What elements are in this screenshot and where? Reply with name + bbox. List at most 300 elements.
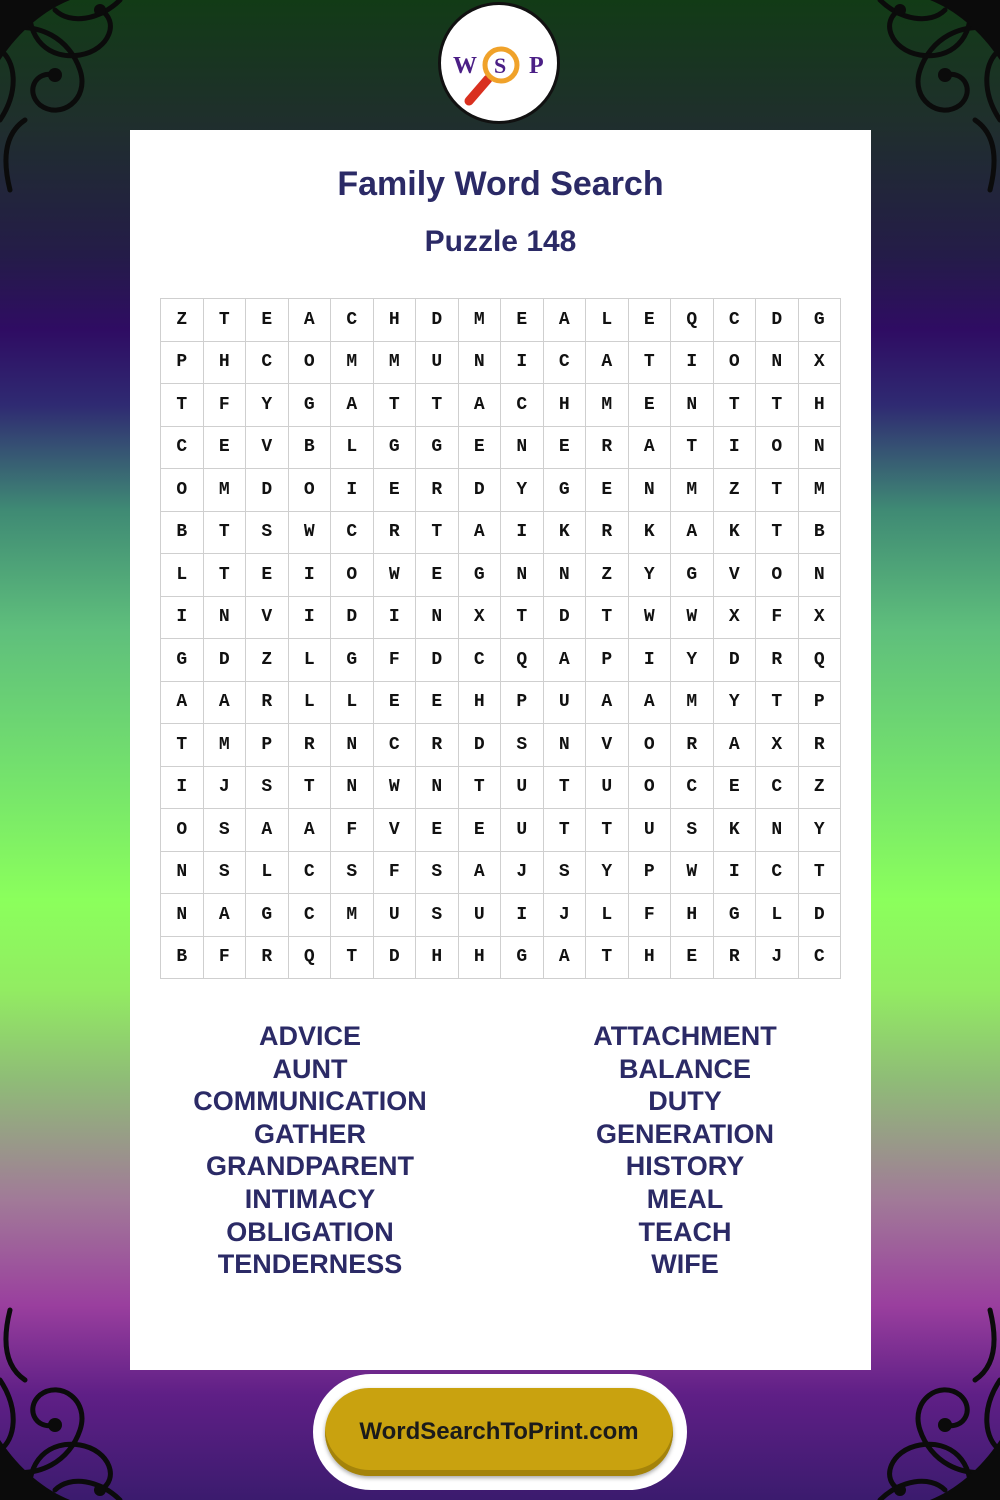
grid-cell[interactable]: Y — [246, 384, 289, 427]
grid-cell[interactable]: Y — [586, 851, 629, 894]
grid-cell[interactable]: G — [288, 384, 331, 427]
word-list-item: INTIMACY — [244, 1183, 376, 1214]
grid-cell[interactable]: A — [628, 681, 671, 724]
grid-cell[interactable]: L — [288, 681, 331, 724]
grid-cell[interactable]: M — [458, 299, 501, 342]
grid-cell[interactable]: L — [288, 639, 331, 682]
grid-cell[interactable]: Y — [628, 554, 671, 597]
grid-cell[interactable]: Y — [671, 639, 714, 682]
grid-cell[interactable]: N — [203, 596, 246, 639]
grid-cell[interactable]: D — [203, 639, 246, 682]
grid-cell[interactable]: X — [756, 724, 799, 767]
word-list-item: TENDERNESS — [217, 1249, 403, 1280]
grid-cell[interactable]: B — [161, 511, 204, 554]
grid-cell[interactable]: F — [203, 384, 246, 427]
word-list-item: AUNT — [272, 1053, 348, 1084]
grid-cell[interactable]: U — [586, 766, 629, 809]
grid-cell[interactable]: S — [416, 851, 459, 894]
grid-cell[interactable]: O — [756, 554, 799, 597]
grid-cell[interactable]: C — [458, 639, 501, 682]
grid-cell[interactable]: P — [246, 724, 289, 767]
grid-cell[interactable]: C — [671, 766, 714, 809]
grid-cell[interactable]: R — [671, 724, 714, 767]
puzzle-panel — [130, 130, 871, 1370]
grid-cell[interactable]: A — [458, 384, 501, 427]
grid-cell[interactable]: I — [373, 596, 416, 639]
grid-cell[interactable]: R — [416, 469, 459, 512]
grid-cell[interactable]: N — [671, 384, 714, 427]
grid-cell[interactable]: T — [713, 384, 756, 427]
grid-cell[interactable]: A — [586, 681, 629, 724]
grid-cell[interactable]: T — [586, 936, 629, 979]
grid-cell[interactable]: H — [628, 936, 671, 979]
word-list-item: OBLIGATION — [226, 1216, 394, 1247]
grid-cell[interactable]: E — [416, 554, 459, 597]
grid-cell[interactable]: E — [628, 384, 671, 427]
grid-cell[interactable]: C — [756, 851, 799, 894]
grid-cell[interactable]: R — [246, 681, 289, 724]
grid-cell[interactable]: R — [713, 936, 756, 979]
grid-cell[interactable]: B — [161, 936, 204, 979]
grid-cell[interactable]: T — [756, 511, 799, 554]
grid-cell[interactable]: S — [671, 809, 714, 852]
grid-cell[interactable]: K — [543, 511, 586, 554]
grid-row — [161, 426, 841, 469]
grid-cell[interactable]: A — [246, 809, 289, 852]
grid-cell[interactable]: N — [331, 724, 374, 767]
grid-cell[interactable]: A — [543, 299, 586, 342]
grid-cell[interactable]: V — [246, 426, 289, 469]
grid-row — [161, 299, 841, 342]
grid-cell[interactable]: E — [586, 469, 629, 512]
grid-cell[interactable]: F — [628, 894, 671, 937]
grid-cell[interactable]: D — [416, 299, 459, 342]
grid-cell[interactable]: S — [246, 766, 289, 809]
grid-cell[interactable]: D — [246, 469, 289, 512]
grid-cell[interactable]: T — [161, 724, 204, 767]
grid-cell[interactable]: J — [543, 894, 586, 937]
word-list-item: MEAL — [646, 1183, 724, 1214]
grid-cell[interactable]: R — [586, 426, 629, 469]
grid-cell[interactable]: E — [628, 299, 671, 342]
grid-row — [161, 724, 841, 767]
grid-cell[interactable]: T — [501, 596, 544, 639]
word-list-item: COMMUNICATION — [193, 1086, 427, 1117]
grid-cell[interactable]: H — [458, 681, 501, 724]
grid-cell[interactable]: B — [798, 511, 841, 554]
grid-cell[interactable]: T — [203, 511, 246, 554]
grid-cell[interactable]: Z — [246, 639, 289, 682]
grid-cell[interactable]: O — [628, 724, 671, 767]
grid-cell[interactable]: M — [586, 384, 629, 427]
grid-cell[interactable]: Z — [713, 469, 756, 512]
grid-cell[interactable]: M — [331, 894, 374, 937]
grid-cell[interactable]: D — [458, 469, 501, 512]
grid-cell[interactable]: G — [458, 554, 501, 597]
grid-cell[interactable]: N — [543, 554, 586, 597]
grid-cell[interactable]: P — [161, 341, 204, 384]
grid-cell[interactable]: F — [203, 936, 246, 979]
grid-cell[interactable]: O — [331, 554, 374, 597]
grid-cell[interactable]: I — [288, 554, 331, 597]
grid-cell[interactable]: S — [416, 894, 459, 937]
word-list-item: TEACH — [638, 1216, 732, 1247]
grid-cell[interactable]: N — [416, 596, 459, 639]
grid-cell[interactable]: W — [373, 766, 416, 809]
grid-cell[interactable]: C — [501, 384, 544, 427]
grid-cell[interactable]: N — [543, 724, 586, 767]
grid-cell[interactable]: S — [203, 809, 246, 852]
footer-badge — [313, 1374, 687, 1490]
word-list-item: ATTACHMENT — [593, 1021, 777, 1051]
grid-cell[interactable]: W — [288, 511, 331, 554]
grid-row — [161, 766, 841, 809]
grid-cell[interactable]: U — [501, 766, 544, 809]
grid-cell[interactable]: S — [246, 511, 289, 554]
grid-cell[interactable]: N — [331, 766, 374, 809]
grid-cell[interactable]: X — [798, 596, 841, 639]
grid-row — [161, 639, 841, 682]
grid-row — [161, 936, 841, 979]
grid-cell[interactable]: P — [628, 851, 671, 894]
grid-cell[interactable]: Q — [798, 639, 841, 682]
grid-cell[interactable]: N — [501, 426, 544, 469]
grid-cell[interactable]: O — [756, 426, 799, 469]
grid-cell[interactable]: A — [288, 299, 331, 342]
grid-cell[interactable]: H — [798, 384, 841, 427]
grid-cell[interactable]: G — [671, 554, 714, 597]
grid-cell[interactable]: X — [798, 341, 841, 384]
grid-cell[interactable]: E — [458, 426, 501, 469]
word-list-item: ADVICE — [258, 1021, 361, 1051]
grid-cell[interactable]: T — [161, 384, 204, 427]
grid-row — [161, 851, 841, 894]
grid-cell[interactable]: U — [501, 809, 544, 852]
grid-cell[interactable]: I — [161, 596, 204, 639]
page-title: Family Word Search — [337, 165, 664, 203]
grid-cell[interactable]: R — [756, 639, 799, 682]
grid-cell[interactable]: L — [586, 299, 629, 342]
grid-cell[interactable]: K — [713, 511, 756, 554]
grid-cell[interactable]: I — [501, 341, 544, 384]
grid-cell[interactable]: L — [161, 554, 204, 597]
grid-cell[interactable]: D — [373, 936, 416, 979]
grid-cell[interactable]: A — [203, 681, 246, 724]
grid-cell[interactable]: J — [756, 936, 799, 979]
site-logo[interactable] — [438, 2, 560, 124]
grid-cell[interactable]: T — [586, 596, 629, 639]
grid-cell[interactable]: N — [416, 766, 459, 809]
grid-cell[interactable]: F — [331, 809, 374, 852]
grid-cell[interactable]: A — [713, 724, 756, 767]
grid-cell[interactable]: G — [501, 936, 544, 979]
grid-cell[interactable]: Y — [501, 469, 544, 512]
grid-cell[interactable]: I — [501, 894, 544, 937]
grid-cell[interactable]: G — [416, 426, 459, 469]
grid-cell[interactable]: M — [203, 724, 246, 767]
grid-cell[interactable]: L — [756, 894, 799, 937]
grid-cell[interactable]: R — [798, 724, 841, 767]
grid-cell[interactable]: N — [628, 469, 671, 512]
grid-cell[interactable]: L — [331, 426, 374, 469]
grid-cell[interactable]: S — [501, 724, 544, 767]
grid-cell[interactable]: D — [543, 596, 586, 639]
grid-cell[interactable]: U — [458, 894, 501, 937]
grid-cell[interactable]: F — [756, 596, 799, 639]
grid-row — [161, 681, 841, 724]
grid-cell[interactable]: I — [628, 639, 671, 682]
grid-cell[interactable]: Z — [586, 554, 629, 597]
word-list-item: HISTORY — [625, 1151, 745, 1182]
grid-cell[interactable]: W — [671, 851, 714, 894]
grid-cell[interactable]: E — [203, 426, 246, 469]
grid-cell[interactable]: R — [416, 724, 459, 767]
grid-cell[interactable]: E — [671, 936, 714, 979]
grid-cell[interactable]: I — [161, 766, 204, 809]
grid-cell[interactable]: H — [458, 936, 501, 979]
grid-cell[interactable]: D — [756, 299, 799, 342]
grid-cell[interactable]: A — [586, 341, 629, 384]
grid-cell[interactable]: T — [416, 384, 459, 427]
grid-cell[interactable]: T — [203, 554, 246, 597]
grid-cell[interactable]: A — [543, 936, 586, 979]
grid-cell[interactable]: V — [713, 554, 756, 597]
grid-cell[interactable]: T — [586, 809, 629, 852]
grid-cell[interactable]: I — [501, 511, 544, 554]
grid-cell[interactable]: C — [246, 341, 289, 384]
grid-cell[interactable]: N — [798, 554, 841, 597]
grid-cell[interactable]: E — [373, 469, 416, 512]
grid-row — [161, 384, 841, 427]
grid-cell[interactable]: V — [586, 724, 629, 767]
grid-cell[interactable]: O — [161, 469, 204, 512]
grid-cell[interactable]: T — [671, 426, 714, 469]
grid-cell[interactable]: F — [373, 851, 416, 894]
grid-cell[interactable]: N — [161, 851, 204, 894]
grid-cell[interactable]: M — [671, 469, 714, 512]
grid-cell[interactable]: M — [798, 469, 841, 512]
grid-cell[interactable]: Z — [798, 766, 841, 809]
grid-cell[interactable]: E — [246, 299, 289, 342]
grid-cell[interactable]: H — [203, 341, 246, 384]
grid-cell[interactable]: B — [288, 426, 331, 469]
grid-row — [161, 511, 841, 554]
grid-cell[interactable]: V — [246, 596, 289, 639]
grid-cell[interactable]: A — [543, 639, 586, 682]
grid-cell[interactable]: C — [543, 341, 586, 384]
magnifier-icon — [441, 5, 557, 121]
grid-cell[interactable]: A — [161, 681, 204, 724]
logo-letter-w: W — [453, 53, 477, 79]
grid-cell[interactable]: C — [713, 299, 756, 342]
letter-grid — [160, 298, 841, 979]
grid-cell[interactable]: E — [416, 809, 459, 852]
grid-cell[interactable]: X — [713, 596, 756, 639]
grid-cell[interactable]: N — [501, 554, 544, 597]
grid-cell[interactable]: C — [373, 724, 416, 767]
grid-cell[interactable]: T — [416, 511, 459, 554]
grid-cell[interactable]: C — [756, 766, 799, 809]
grid-cell[interactable]: N — [798, 426, 841, 469]
grid-cell[interactable]: E — [416, 681, 459, 724]
grid-cell[interactable]: I — [288, 596, 331, 639]
grid-cell[interactable]: U — [416, 341, 459, 384]
grid-cell[interactable]: G — [246, 894, 289, 937]
grid-cell[interactable]: D — [331, 596, 374, 639]
grid-cell[interactable]: I — [331, 469, 374, 512]
word-list-item: BALANCE — [619, 1053, 751, 1084]
logo-letter-p: P — [529, 53, 544, 79]
grid-cell[interactable]: S — [543, 851, 586, 894]
grid-cell[interactable]: G — [161, 639, 204, 682]
grid-cell[interactable]: D — [798, 894, 841, 937]
grid-cell[interactable]: A — [288, 809, 331, 852]
grid-cell[interactable]: E — [458, 809, 501, 852]
grid-cell[interactable]: E — [501, 299, 544, 342]
grid-row — [161, 341, 841, 384]
grid-cell[interactable]: Q — [288, 936, 331, 979]
grid-cell[interactable]: G — [373, 426, 416, 469]
grid-cell[interactable]: G — [543, 469, 586, 512]
grid-cell[interactable]: I — [713, 851, 756, 894]
grid-cell[interactable]: Z — [161, 299, 204, 342]
puzzle-number: Puzzle 148 — [424, 225, 577, 258]
grid-cell[interactable]: T — [543, 766, 586, 809]
grid-cell[interactable]: O — [288, 341, 331, 384]
grid-cell[interactable]: N — [161, 894, 204, 937]
grid-cell[interactable]: C — [288, 851, 331, 894]
grid-cell[interactable]: T — [756, 469, 799, 512]
grid-cell[interactable]: C — [798, 936, 841, 979]
grid-cell[interactable]: W — [373, 554, 416, 597]
grid-cell[interactable]: D — [713, 639, 756, 682]
grid-cell[interactable]: N — [458, 341, 501, 384]
grid-cell[interactable]: Q — [501, 639, 544, 682]
grid-cell[interactable]: T — [203, 299, 246, 342]
grid-cell[interactable]: W — [671, 596, 714, 639]
logo-letter-s: S — [494, 53, 507, 78]
grid-cell[interactable]: A — [203, 894, 246, 937]
grid-cell[interactable]: R — [246, 936, 289, 979]
grid-cell[interactable]: K — [713, 809, 756, 852]
grid-cell[interactable]: S — [331, 851, 374, 894]
grid-cell[interactable]: T — [628, 341, 671, 384]
grid-cell[interactable]: E — [373, 681, 416, 724]
grid-cell[interactable]: H — [373, 299, 416, 342]
grid-cell[interactable]: C — [161, 426, 204, 469]
grid-cell[interactable]: E — [713, 766, 756, 809]
grid-cell[interactable]: C — [331, 511, 374, 554]
word-list-left — [125, 1020, 495, 1281]
grid-cell[interactable]: G — [331, 639, 374, 682]
grid-cell[interactable]: T — [756, 384, 799, 427]
grid-cell[interactable]: L — [331, 681, 374, 724]
grid-cell[interactable]: H — [543, 384, 586, 427]
grid-cell[interactable]: W — [628, 596, 671, 639]
grid-cell[interactable]: U — [373, 894, 416, 937]
grid-cell[interactable]: E — [543, 426, 586, 469]
grid-row — [161, 554, 841, 597]
word-list-right — [500, 1020, 870, 1281]
grid-cell[interactable]: E — [246, 554, 289, 597]
grid-cell[interactable]: F — [373, 639, 416, 682]
grid-row — [161, 809, 841, 852]
website-link-button[interactable]: WordSearchToPrint.com — [325, 1388, 673, 1476]
grid-cell[interactable]: L — [246, 851, 289, 894]
grid-cell[interactable]: O — [161, 809, 204, 852]
grid-cell[interactable]: U — [543, 681, 586, 724]
grid-cell[interactable]: I — [671, 341, 714, 384]
grid-cell[interactable]: N — [756, 809, 799, 852]
grid-cell[interactable]: A — [458, 851, 501, 894]
grid-cell[interactable]: D — [458, 724, 501, 767]
grid-cell[interactable]: P — [798, 681, 841, 724]
grid-cell[interactable]: C — [331, 299, 374, 342]
grid-cell[interactable]: A — [628, 426, 671, 469]
grid-cell[interactable]: P — [501, 681, 544, 724]
grid-cell[interactable]: M — [671, 681, 714, 724]
grid-cell[interactable]: V — [373, 809, 416, 852]
grid-row — [161, 596, 841, 639]
grid-cell[interactable]: M — [373, 341, 416, 384]
grid-cell[interactable]: H — [671, 894, 714, 937]
grid-cell[interactable]: D — [416, 639, 459, 682]
grid-cell[interactable]: U — [628, 809, 671, 852]
grid-cell[interactable]: P — [586, 639, 629, 682]
grid-cell[interactable]: A — [671, 511, 714, 554]
grid-cell[interactable]: Q — [671, 299, 714, 342]
grid-cell[interactable]: O — [628, 766, 671, 809]
grid-cell[interactable]: T — [331, 936, 374, 979]
grid-cell[interactable]: Y — [713, 681, 756, 724]
grid-cell[interactable]: C — [288, 894, 331, 937]
grid-cell[interactable]: I — [713, 426, 756, 469]
word-list-item: GATHER — [254, 1118, 366, 1149]
grid-cell[interactable]: L — [586, 894, 629, 937]
grid-cell[interactable]: J — [203, 766, 246, 809]
grid-cell[interactable]: O — [288, 469, 331, 512]
grid-cell[interactable]: T — [798, 851, 841, 894]
grid-cell[interactable]: R — [373, 511, 416, 554]
grid-cell[interactable]: T — [288, 766, 331, 809]
grid-cell[interactable]: T — [756, 681, 799, 724]
grid-cell[interactable]: G — [798, 299, 841, 342]
grid-cell[interactable]: H — [416, 936, 459, 979]
grid-cell[interactable]: J — [501, 851, 544, 894]
grid-cell[interactable]: Y — [798, 809, 841, 852]
grid-cell[interactable]: M — [331, 341, 374, 384]
grid-cell[interactable]: S — [203, 851, 246, 894]
grid-cell[interactable]: A — [458, 511, 501, 554]
grid-cell[interactable]: R — [586, 511, 629, 554]
grid-cell[interactable]: N — [756, 341, 799, 384]
grid-cell[interactable]: T — [458, 766, 501, 809]
grid-cell[interactable]: T — [543, 809, 586, 852]
grid-cell[interactable]: M — [203, 469, 246, 512]
grid-cell[interactable]: X — [458, 596, 501, 639]
grid-cell[interactable]: O — [713, 341, 756, 384]
word-list-item: WIFE — [651, 1249, 719, 1280]
grid-cell[interactable]: T — [373, 384, 416, 427]
grid-cell[interactable]: R — [288, 724, 331, 767]
word-list-item: DUTY — [648, 1086, 722, 1117]
grid-row — [161, 469, 841, 512]
grid-cell[interactable]: A — [331, 384, 374, 427]
word-list-item: GRANDPARENT — [206, 1151, 414, 1182]
grid-cell[interactable]: K — [628, 511, 671, 554]
word-list-item: GENERATION — [595, 1118, 774, 1149]
grid-cell[interactable]: G — [713, 894, 756, 937]
